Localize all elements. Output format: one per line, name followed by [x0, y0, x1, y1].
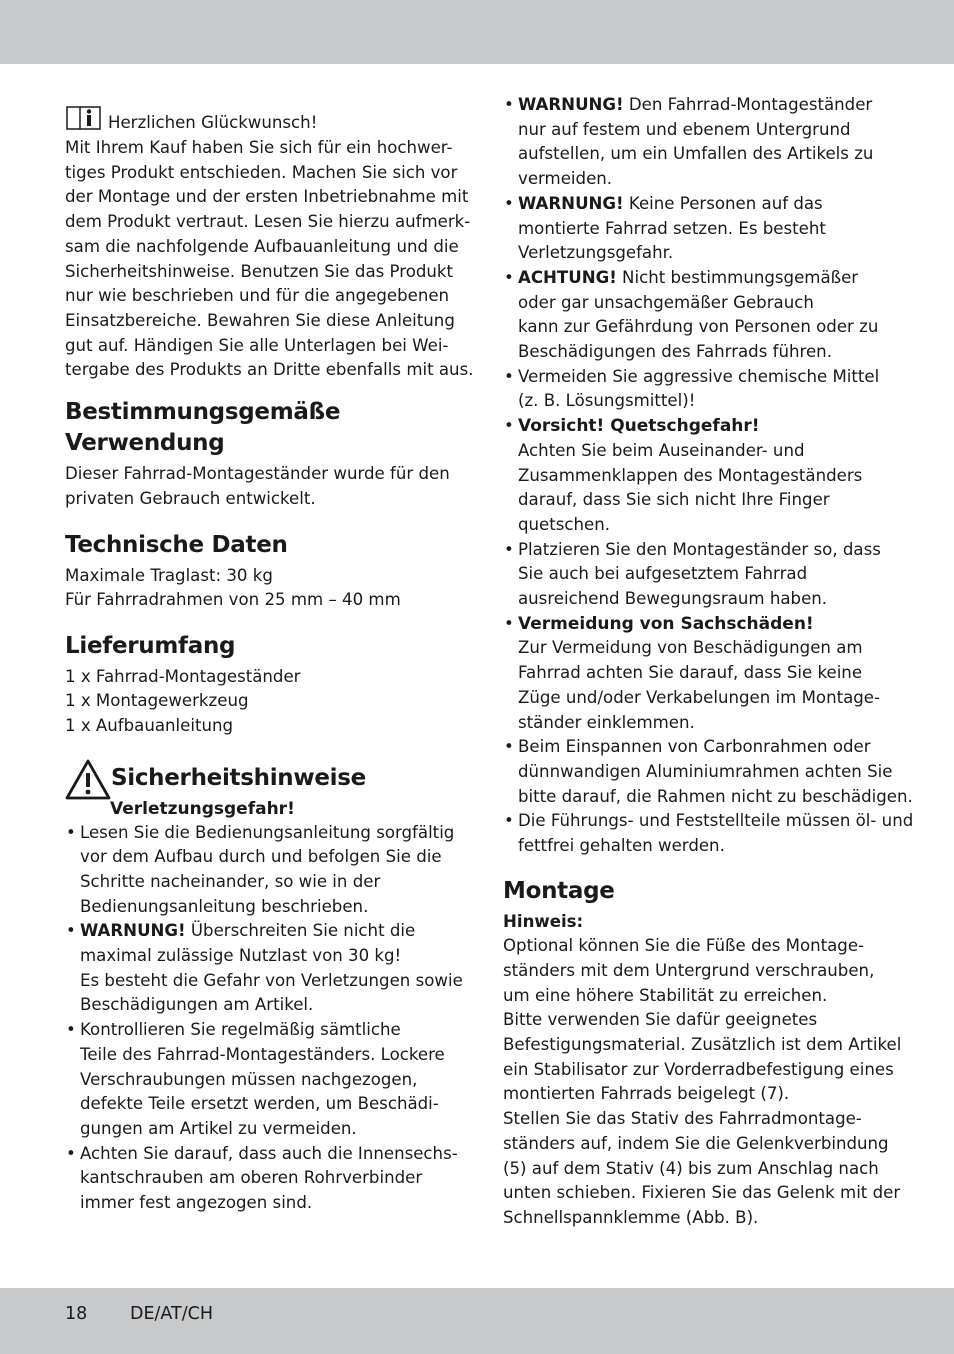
- bullet-marker: •: [504, 811, 514, 831]
- safety-item-line: (z. B. Lösungsmittel)!: [518, 391, 696, 411]
- info-icon: [65, 105, 102, 131]
- safety-item-line: bitte darauf, die Rahmen nicht zu beschädigen.: [518, 786, 913, 806]
- safety-title: Sicherheitshinweise: [111, 765, 366, 791]
- bullet-marker: •: [66, 921, 76, 941]
- assembly-text: [503, 934, 903, 1230]
- safety-subtitle: Verletzungsgefahr!: [110, 798, 295, 819]
- safety-item-line: gungen am Artikel zu vermeiden.: [80, 1118, 357, 1138]
- safety-item-line: quetschen.: [518, 514, 611, 534]
- assembly-line: montierten Fahrrads beigelegt (7).: [503, 1084, 790, 1104]
- bullet-marker: •: [504, 193, 514, 213]
- safety-item-line: immer fest angezogen sind.: [80, 1193, 313, 1213]
- intro-line: gut auf. Händigen Sie alle Unterlagen bei Wei-: [65, 335, 449, 355]
- intro-line: der Montage und der ersten Inbetriebnahme mit: [65, 187, 469, 207]
- safety-item-line: ständer einklemmen.: [518, 712, 695, 732]
- technical-line: Für Fahrradrahmen von 25 mm – 40 mm: [65, 590, 401, 610]
- warning-label: WARNUNG!: [518, 193, 624, 213]
- safety-item-line: Teile des Fahrrad-Montageständers. Lockere: [80, 1044, 445, 1064]
- warning-label: ACHTUNG!: [518, 267, 617, 287]
- safety-item-line: Platzieren Sie den Montageständer so, dass: [518, 539, 881, 559]
- assembly-line: Stellen Sie das Stativ des Fahrradmontage-: [503, 1109, 862, 1129]
- assembly-section: [503, 876, 903, 1231]
- safety-item-text: Überschreiten Sie nicht die: [185, 921, 416, 941]
- safety-item-line: Beschädigungen des Fahrrads führen.: [518, 342, 832, 362]
- assembly-line: ständers auf, indem Sie die Gelenkverbindung: [503, 1133, 889, 1153]
- safety-item-line: aufstellen, um ein Umfallen des Artikels zu: [518, 144, 874, 164]
- intended-use-line: Dieser Fahrrad-Montageständer wurde für den: [65, 464, 450, 483]
- safety-item-line: Kontrollieren Sie regelmäßig sämtliche: [80, 1020, 401, 1040]
- safety-item-line: Schritte nacheinander, so wie in der: [80, 871, 381, 891]
- region-label: DE/AT/CH: [130, 1304, 214, 1324]
- assembly-line: unten schieben. Fixieren Sie das Gelenk mit der: [503, 1183, 901, 1203]
- safety-list-item: [65, 821, 455, 920]
- assembly-note-label: Hinweis:: [503, 911, 584, 931]
- safety-list-item: [65, 1142, 458, 1216]
- safety-item-line: vor dem Aufbau durch und befolgen Sie die: [80, 847, 442, 867]
- safety-item-text: Keine Personen auf das: [623, 193, 823, 213]
- safety-item-line: kann zur Gefährdung von Personen oder zu: [518, 317, 879, 337]
- safety-item-line: [518, 266, 903, 291]
- safety-item-line: oder gar unsachgemäßer Gebrauch: [518, 292, 814, 312]
- bullet-marker: •: [504, 613, 514, 633]
- safety-list-left: [65, 821, 463, 1216]
- delivery-title: Lieferumfang: [65, 633, 236, 659]
- intended-use-title-2: Verwendung: [65, 429, 225, 456]
- warning-label: Vermeidung von Sachschäden!: [518, 613, 814, 634]
- safety-item-line: montierte Fahrrad setzen. Es besteht: [518, 218, 826, 238]
- safety-item-line: Verschraubungen müssen nachgezogen,: [80, 1069, 418, 1089]
- safety-list-item: [503, 538, 903, 612]
- technical-section: [65, 530, 450, 613]
- safety-item-line: ausreichend Bewegungsraum haben.: [518, 589, 828, 609]
- safety-list-item: [503, 365, 903, 414]
- safety-item-text: Nicht bestimmungsgemäßer: [616, 267, 859, 287]
- safety-item-line: Bedienungsanleitung beschrieben.: [80, 896, 369, 916]
- technical-line: Maximale Traglast: 30 kg: [65, 565, 273, 585]
- warning-label: WARNUNG!: [80, 921, 186, 941]
- delivery-item: 1 x Montagewerkzeug: [65, 691, 249, 711]
- warning-icon: [65, 758, 111, 800]
- safety-item-line: Zusammenklappen des Montageständers: [518, 465, 863, 485]
- safety-item-line: dünnwandigen Aluminiumrahmen achten Sie: [518, 761, 893, 781]
- bullet-marker: •: [504, 267, 514, 287]
- delivery-item: 1 x Aufbauanleitung: [65, 715, 234, 735]
- assembly-title: Montage: [503, 878, 615, 904]
- safety-item-line: darauf, dass Sie sich nicht Ihre Finger: [518, 490, 830, 510]
- safety-section: [65, 763, 463, 1216]
- safety-item-line: [518, 192, 903, 217]
- intro-line: tergabe des Produkts an Dritte ebenfalls mit aus.: [65, 360, 474, 380]
- assembly-line: Bitte verwenden Sie dafür geeignetes: [503, 1010, 818, 1030]
- safety-item-line: Die Führungs- und Feststellteile müssen öl- und: [518, 811, 914, 831]
- warning-label: Vorsicht! Quetschgefahr!: [518, 416, 760, 437]
- safety-list-item: [503, 735, 913, 809]
- assembly-line: um eine höhere Stabilität zu erreichen.: [503, 985, 828, 1005]
- safety-item-line: [518, 612, 903, 637]
- bullet-marker: •: [504, 539, 514, 559]
- page-number: 18: [65, 1304, 88, 1324]
- assembly-line: Optional können Sie die Füße des Montage-: [503, 936, 865, 956]
- safety-item-line: nur auf festem und ebenem Untergrund: [518, 119, 851, 139]
- safety-item-line: [518, 414, 903, 439]
- bullet-marker: •: [504, 416, 514, 436]
- technical-title: Technische Daten: [65, 532, 288, 558]
- safety-item-line: Fahrrad achten Sie darauf, dass Sie keine: [518, 663, 863, 683]
- safety-item-line: Verletzungsgefahr.: [518, 243, 674, 263]
- delivery-section: [65, 631, 450, 739]
- assembly-line: ständers mit dem Untergrund verschrauben,: [503, 960, 875, 980]
- safety-list-item: [503, 93, 903, 192]
- safety-list-item: [503, 809, 914, 858]
- safety-list-item: [503, 612, 903, 736]
- intro-heading: Herzlichen Glückwunsch!: [108, 113, 318, 132]
- intro-line: Mit Ihrem Kauf haben Sie sich für ein hochwer-: [65, 138, 453, 157]
- bullet-marker: •: [66, 1020, 76, 1040]
- safety-item-line: Vermeiden Sie aggressive chemische Mittel: [518, 366, 880, 386]
- safety-item-line: kantschrauben am oberen Rohrverbinder: [80, 1168, 423, 1188]
- intro-line: Einsatzbereiche. Bewahren Sie diese Anleitung: [65, 310, 455, 330]
- safety-item-line: defekte Teile ersetzt werden, um Beschädi-: [80, 1094, 439, 1114]
- delivery-item: 1 x Fahrrad-Montageständer: [65, 666, 301, 686]
- assembly-line: Schnellspannklemme (Abb. B).: [503, 1207, 759, 1227]
- intro-line: dem Produkt vertraut. Lesen Sie hierzu aufmerk-: [65, 212, 471, 232]
- intended-use-line: privaten Gebrauch entwickelt.: [65, 488, 316, 508]
- safety-item-line: Achten Sie beim Auseinander- und: [518, 440, 805, 460]
- safety-list-item: [503, 266, 903, 365]
- safety-list-item: [503, 192, 903, 266]
- safety-item-line: [518, 93, 903, 118]
- safety-item-text: Den Fahrrad-Montageständer: [623, 95, 873, 114]
- safety-item-line: Zur Vermeidung von Beschädigungen am: [518, 638, 863, 658]
- intro-line: Sicherheitshinweise. Benutzen Sie das Produkt: [65, 261, 454, 281]
- intro-text: [65, 136, 474, 383]
- bullet-marker: •: [66, 1143, 76, 1163]
- safety-list-item: [503, 414, 903, 538]
- assembly-line: Befestigungsmaterial. Zusätzlich ist dem Artikel: [503, 1035, 902, 1055]
- safety-item-line: [80, 919, 455, 944]
- intro-section: [65, 105, 474, 383]
- intended-use-section: [65, 397, 450, 511]
- safety-item-line: Züge und/oder Verkabelungen im Montage-: [518, 687, 880, 707]
- bullet-marker: •: [504, 737, 514, 757]
- bullet-marker: •: [66, 822, 76, 842]
- safety-item-line: Lesen Sie die Bedienungsanleitung sorgfältig: [80, 822, 455, 842]
- header-bar: [0, 0, 954, 64]
- safety-item-line: fettfrei gehalten werden.: [518, 836, 725, 856]
- intro-line: sam die nachfolgende Aufbauanleitung und die: [65, 236, 459, 256]
- safety-list-right: [503, 93, 914, 859]
- safety-list-item: [65, 919, 463, 1018]
- warning-label: WARNUNG!: [518, 95, 624, 114]
- safety-item-line: Achten Sie darauf, dass auch die Innensechs-: [80, 1143, 458, 1163]
- intended-use-title-1: Bestimmungsgemäße: [65, 399, 341, 425]
- safety-item-line: Es besteht die Gefahr von Verletzungen sowie: [80, 970, 463, 990]
- intro-line: nur wie beschrieben und für die angegebenen: [65, 286, 450, 306]
- safety-list-item: [65, 1018, 455, 1142]
- safety-item-line: vermeiden.: [518, 169, 613, 189]
- safety-item-line: Sie auch bei aufgesetztem Fahrrad: [518, 564, 808, 584]
- intro-line: tiges Produkt entschieden. Machen Sie sich vor: [65, 162, 458, 182]
- bullet-marker: •: [504, 95, 514, 114]
- safety-item-line: maximal zulässige Nutzlast von 30 kg!: [80, 946, 402, 966]
- bullet-marker: •: [504, 366, 514, 386]
- safety-item-line: Beschädigungen am Artikel.: [80, 995, 314, 1015]
- assembly-line: ein Stabilisator zur Vorderradbefestigung eines: [503, 1059, 894, 1079]
- assembly-line: (5) auf dem Stativ (4) bis zum Anschlag nach: [503, 1158, 879, 1178]
- safety-item-line: Beim Einspannen von Carbonrahmen oder: [518, 737, 871, 757]
